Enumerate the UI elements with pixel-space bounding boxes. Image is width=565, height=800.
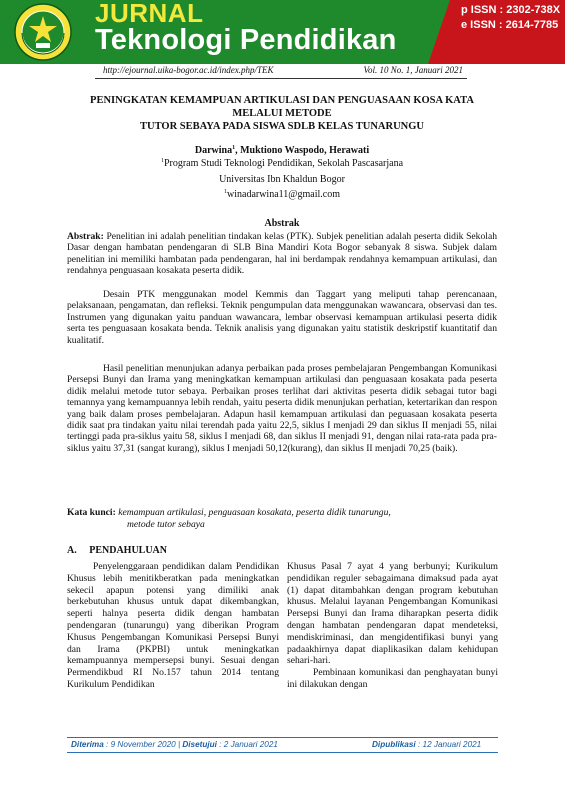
- received-label: Diterima: [71, 740, 104, 749]
- author-others: , Muktiono Waspodo, Herawati: [235, 145, 370, 156]
- published-label: Dipublikasi: [372, 740, 416, 749]
- paper-title-line-1: PENINGKATAN KEMAMPUAN ARTIKULASI DAN PENGUASAAN KOSA KATA: [90, 95, 474, 106]
- published-value: : 12 Januari 2021: [415, 740, 482, 749]
- author-list: [72, 145, 492, 156]
- journal-banner: [0, 0, 565, 64]
- affiliation-line-2: Universitas Ibn Khaldun Bogor: [219, 174, 345, 185]
- body-left-column: [67, 561, 279, 691]
- journal-url-bar: [95, 64, 467, 79]
- revised-label: Disetujui: [182, 740, 217, 749]
- affiliation-program: Program Studi Teknologi Pendidikan, Sekolah Pascasarjana: [163, 158, 404, 169]
- paper-title-line-3: TUTOR SEBAYA PADA SISWA SDLB KELAS TUNARUNGU: [140, 121, 424, 132]
- journal-label: JURNAL: [95, 0, 204, 28]
- abstract-text-2: Desain PTK menggunakan model Kemmis dan Taggart yang meliputi tahap perencanaan, pelaksanaan, pengamatan, dan refleksi. Teknik pengumpulan data menggunakan wawancara, observasi dan tes. Instrumen yang digunakan yaitu panduan wawancara, lembar observasi kemampuan artikulasi peserta didik serta tes penguasaan kosakata benda. Teknik analisis yang digunakan yaitu statistik deskripstif kuantitatif dan kualitatif.: [67, 289, 497, 346]
- journal-url-link[interactable]: http://ejournal.uika-bogor.ac.id/index.php/TEK: [103, 65, 274, 75]
- abstract-label: Abstrak:: [67, 231, 104, 242]
- author-email[interactable]: winadarwina11@gmail.com: [227, 189, 340, 200]
- publication-dates-footer: [67, 737, 498, 753]
- email-marker: 1: [224, 189, 227, 195]
- body-right-text-2: Pembinaan komunikasi dan penghayatan bunyi ini dilakukan dengan: [287, 667, 498, 690]
- author-first-marker: 1: [232, 145, 236, 151]
- volume-info: Vol. 10 No. 1, Januari 2021: [363, 65, 463, 75]
- section-heading: A. PENDAHULUAN: [67, 545, 167, 556]
- affiliation-marker: 1: [160, 158, 164, 164]
- received-date: [71, 740, 278, 749]
- keywords-label: Kata kunci:: [67, 507, 116, 518]
- published-date: [372, 740, 481, 749]
- revised-value: : 2 Januari 2021: [216, 740, 278, 749]
- print-issn: p ISSN : 2302-738X: [461, 4, 561, 16]
- body-right-text-1: Khusus Pasal 7 ayat 4 yang berbunyi; Kurikulum pendidikan reguler sebagaimana dimaksud pada ayat (1) dapat ditambahkan dengan program kebutuhan khusus. Melalui layanan Pengembangan Komunikasi Persepsi Bunyi dan Irama diharapkan peserta didik dengan hambatan pendengaran dapat mendeteksi, mendiskriminasi, dan mengidentifikasi bunyi yang padaakhirnya dapat diaplikasikan dalam kehidupan sehari-hari.: [287, 561, 498, 667]
- keywords-line-2: metode tutor sebaya: [127, 519, 205, 530]
- author-first: Darwina: [194, 145, 233, 156]
- abstract-text-1: Penelitian ini adalah penelitian tindakan kelas (PTK). Subjek penelitian adalah peserta didik Sekolah Dasar dengan hambatan pendengaran di SLB Bina Mandiri Kota Bogor sebanyak 8 siswa. Subjek dalam penelitian ini memiliki hambatan pada pendengaran, hal ini berdampak rendahnya kemampuan artikulasi, dan rendahnya penguasaan kosakata peserta didik.: [67, 231, 497, 277]
- journal-name: Teknologi Pendidikan: [95, 24, 397, 56]
- email-line: [72, 189, 492, 200]
- university-seal-icon: [14, 3, 72, 61]
- abstract-paragraph-1: [67, 231, 497, 277]
- paper-title-line-2: MELALUI METODE: [232, 108, 332, 119]
- keywords-line-1: kemampuan artikulasi, penguasaan kosakata, peserta didik tunarungu,: [118, 507, 391, 518]
- electronic-issn: e ISSN : 2614-7785: [461, 19, 559, 31]
- abstract-heading: Abstrak: [264, 218, 300, 229]
- abstract-paragraph-2: [67, 289, 497, 346]
- abstract-paragraph-3: [67, 363, 497, 454]
- body-left-text: Penyelenggaraan pendidikan dalam Pendidikan Khusus lebih menitikberatkan pada meningkatkan sekecil apapun potensi yang dimiliki anak berkebutuhan khusus untuk dapat dikembangkan, seperti halnya peserta didik dengan hambatan pendengaran (tunarungu) yang diberikan Program Khusus Pengembangan Komunikasi Persepsi Bunyi dan Irama (PKPBI) untuk meningkatkan kemampuannya mempersepsi bunyi. Sesuai dengan Permendikbud RI No.157 tahun 2014 tentang Kurikulum Pendidikan: [67, 561, 279, 690]
- body-right-column: [287, 561, 498, 691]
- keywords-block: [67, 507, 497, 531]
- affiliation-line-1: [72, 158, 492, 169]
- abstract-text-3: Hasil penelitian menunjukan adanya perbaikan pada proses pembelajaran Pengembangan Komunikasi Persepsi Bunyi dan Irama yang meningkatkan kemampuan artikulasi dan penguasaan kosakata pada peserta didik melalui metode tutor sebaya. Perbaikan proses terlihat dari aktivitas peserta didik sebagai tutor bagi temannya yang kemampuannya lebih rendah, yaitu peserta didik menunjukan perhatian, ketertarikan dan respon yang baik dalam proses pembelajaran. Adapun hasil kemampuan artikulasi dan peguasaan kosakata peserta didik saat pra tindakan yaitu nilai terendah pada yaitu 22,5, siklus I menjadi 29 dan siklus II menjadi 55, nilai tertinggi pada pra-siklus yaitu 58, siklus I menjadi 68, dan siklus II menjadi 91, dengan nilai rata-rata pada pra-siklus yaitu 37,31 (sangat kurang), siklus I menjadi 50,12(kurang), dan siklus II menjadi 70,25 (baik).: [67, 363, 497, 454]
- received-value: : 9 November 2020 |: [103, 740, 183, 749]
